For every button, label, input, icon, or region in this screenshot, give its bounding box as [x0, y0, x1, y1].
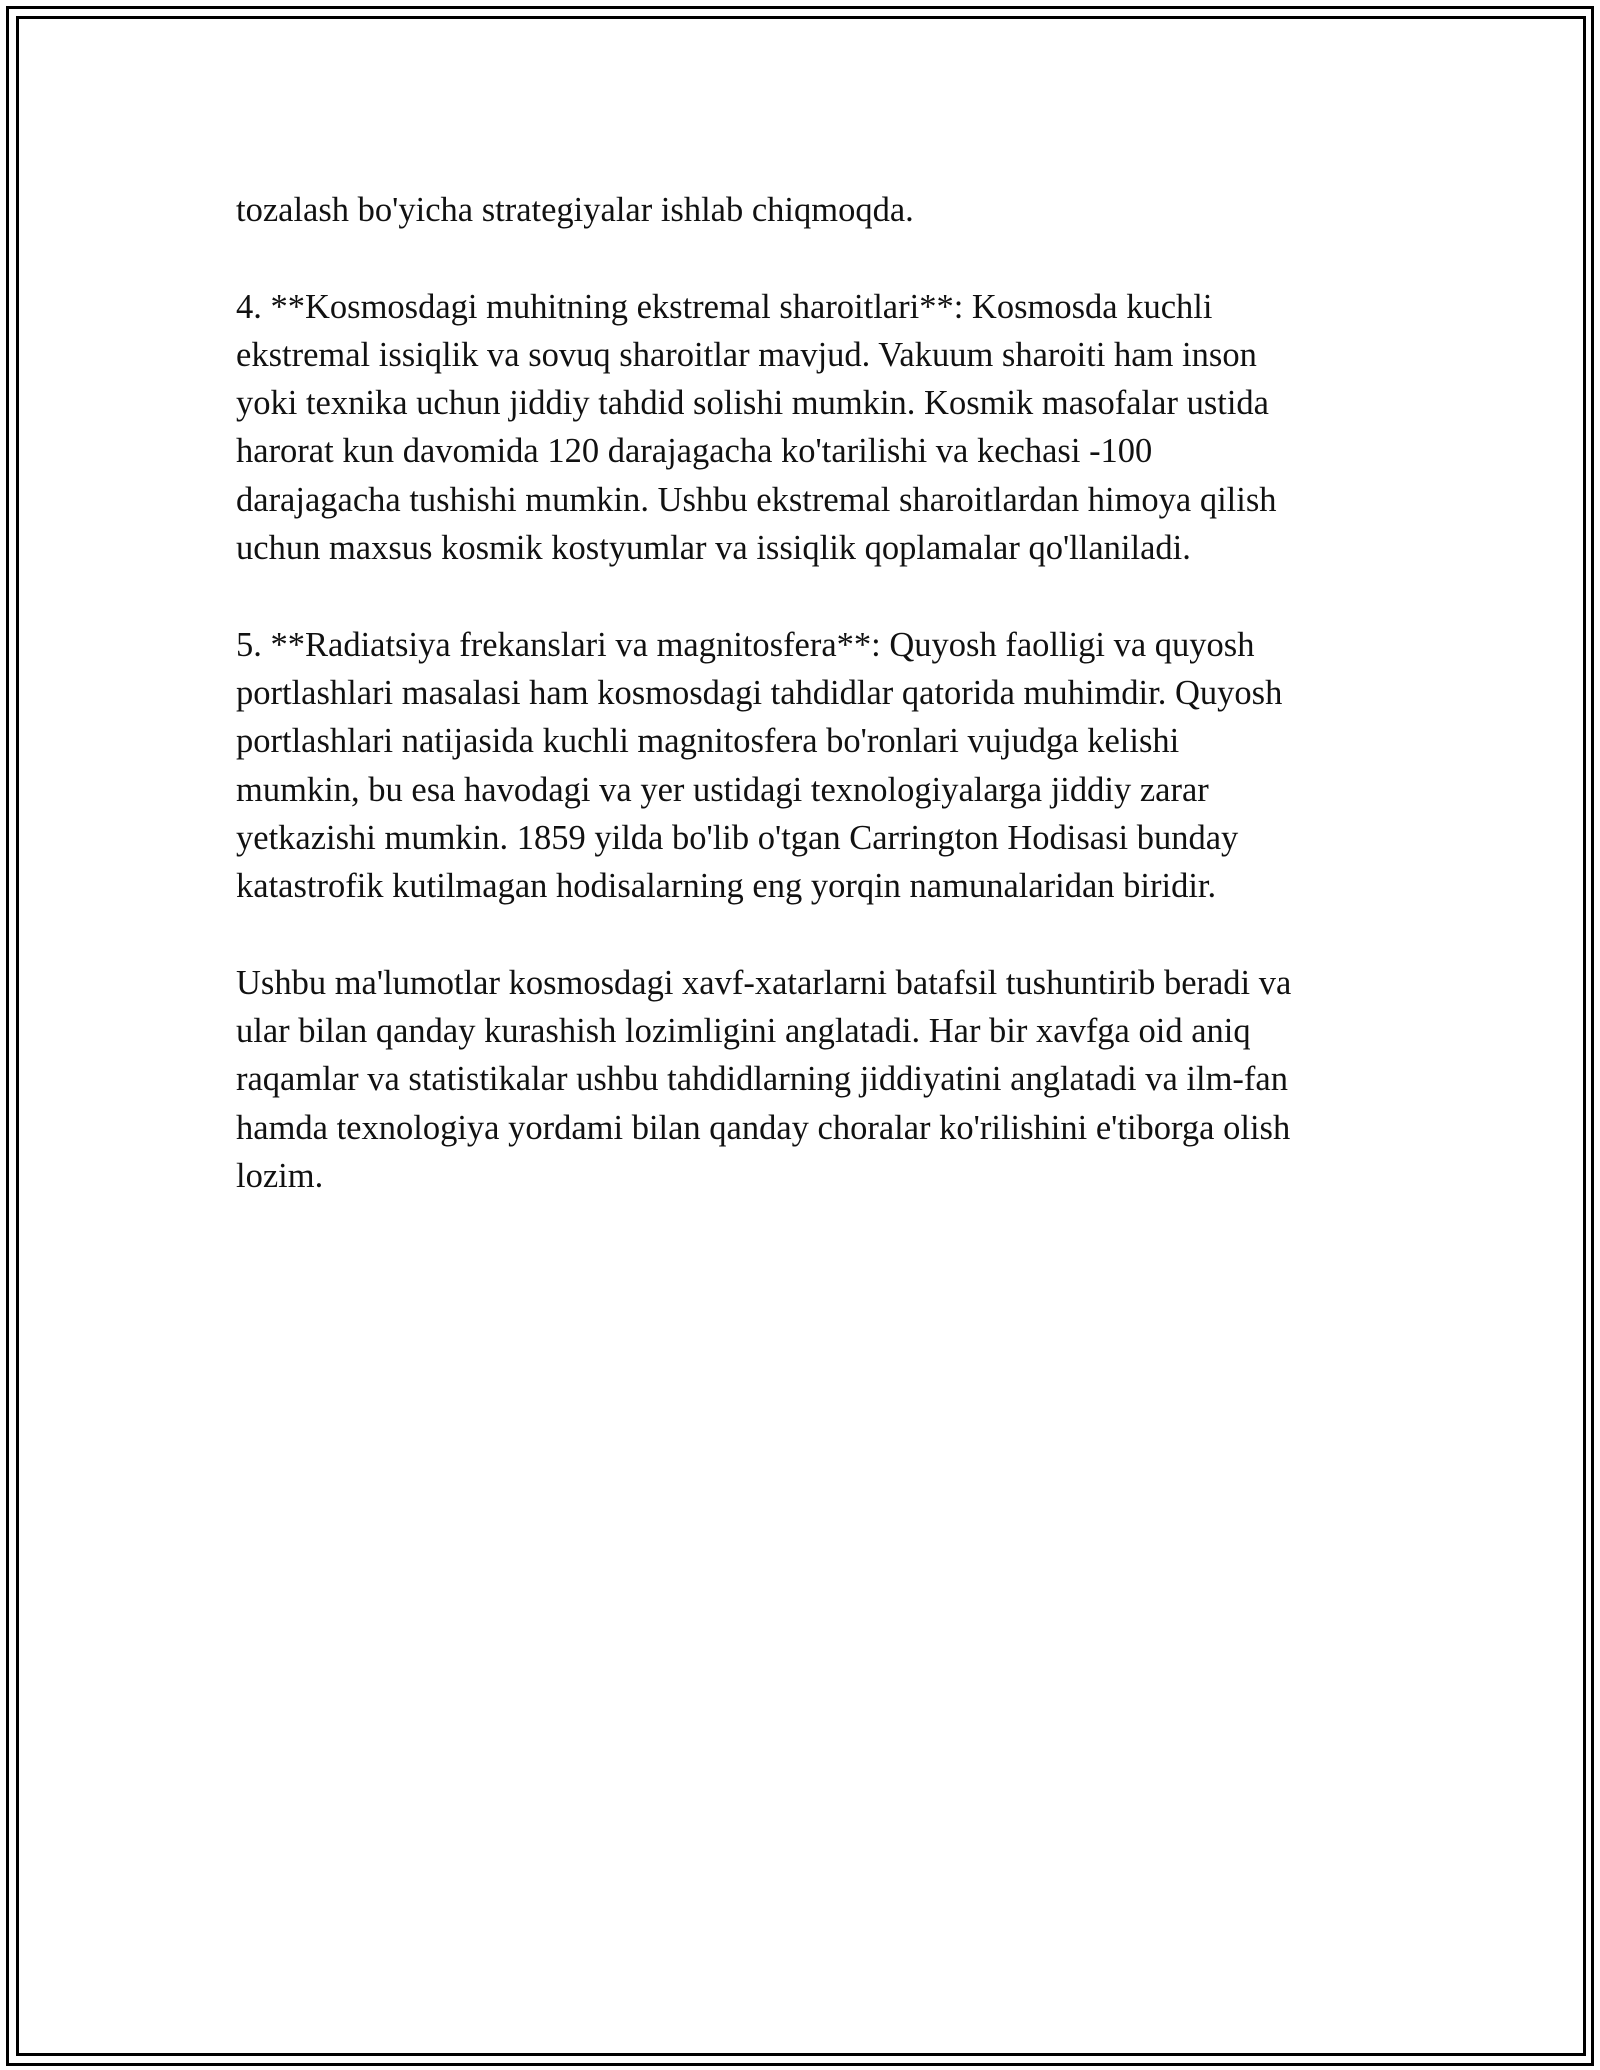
paragraph-conclusion: Ushbu ma'lumotlar kosmosdagi xavf-xatarlarni batafsil tushuntirib beradi va ular bilan qanday kurashish lozimligini anglatadi. Har bir xavfga oid aniq raqamlar va statistikalar ushbu tahdidlarning jiddiyatini anglatadi va ilm-fan hamda texnologiya yordami bilan qanday choralar ko'rilishini e'tiborga olish lozim.: [236, 963, 1292, 1195]
paragraph-continuation: tozalash bo'yicha strategiyalar ishlab chiqmoqda.: [236, 191, 914, 229]
document-body: [236, 186, 1366, 1249]
paragraph-item-4-extreme-conditions: 4. **Kosmosdagi muhitning ekstremal sharoitlari**: Kosmosda kuchli ekstremal issiqlik va sovuq sharoitlar mavjud. Vakuum sharoiti ham inson yoki texnika uchun jiddiy tahdid solishi mumkin. Kosmik masofalar ustida harorat kun davomida 120 darajagacha ko'tarilishi va kechasi -100 darajagacha tushishi mumkin. Ushbu ekstremal sharoitlardan himoya qilish uchun maxsus kosmik kostyumlar va issiqlik qoplamalar qo'llaniladi.: [236, 287, 1277, 568]
paragraph-item-5-radiation: 5. **Radiatsiya frekanslari va magnitosfera**: Quyosh faolligi va quyosh portlashlari masalasi ham kosmosdagi tahdidlar qatorida muhimdir. Quyosh portlashlari natijasida kuchli magnitosfera bo'ronlari vujudga kelishi mumkin, bu esa havodagi va yer ustidagi texnologiyalarga jiddiy zarar yetkazishi mumkin. 1859 yilda bo'lib o'tgan Carrington Hodisasi bunday katastrofik kutilmagan hodisalarning eng yorqin namunalaridan biridir.: [236, 625, 1283, 906]
